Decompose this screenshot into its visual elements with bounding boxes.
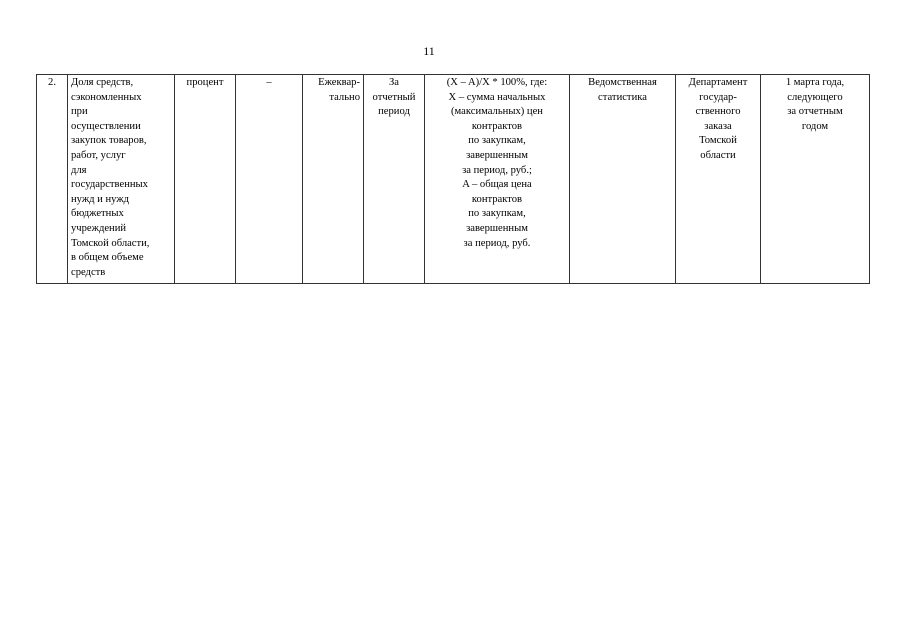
indicator-name-cell: Доля средств, сэкономленных при осуществлении закупок товаров, работ, услуг для государственных нужд и нужд бюджетных учреждений Томской области, в общем объеме средств <box>68 75 175 284</box>
responsible-cell: Департамент государ- ственного заказа Томской области <box>676 75 761 284</box>
data-source-cell: Ведомственная статистика <box>570 75 676 284</box>
indicators-table <box>36 74 870 284</box>
table-row <box>37 75 870 284</box>
formula-cell: (X – A)/X * 100%, где: X – сумма начальных (максимальных) цен контрактов по закупкам, завершенным за период, руб.; A – общая цена контрактов по закупкам, завершенным за период, руб. <box>425 75 570 284</box>
period-cell: За отчетный период <box>364 75 425 284</box>
page-number: 11 <box>423 44 435 58</box>
frequency-cell: Ежеквар- тально <box>303 75 364 284</box>
deadline-cell: 1 марта года, следующего за отчетным годом <box>761 75 870 284</box>
unit-cell: процент <box>175 75 236 284</box>
empty-value-cell: – <box>236 75 303 284</box>
row-number-cell: 2. <box>37 75 68 284</box>
